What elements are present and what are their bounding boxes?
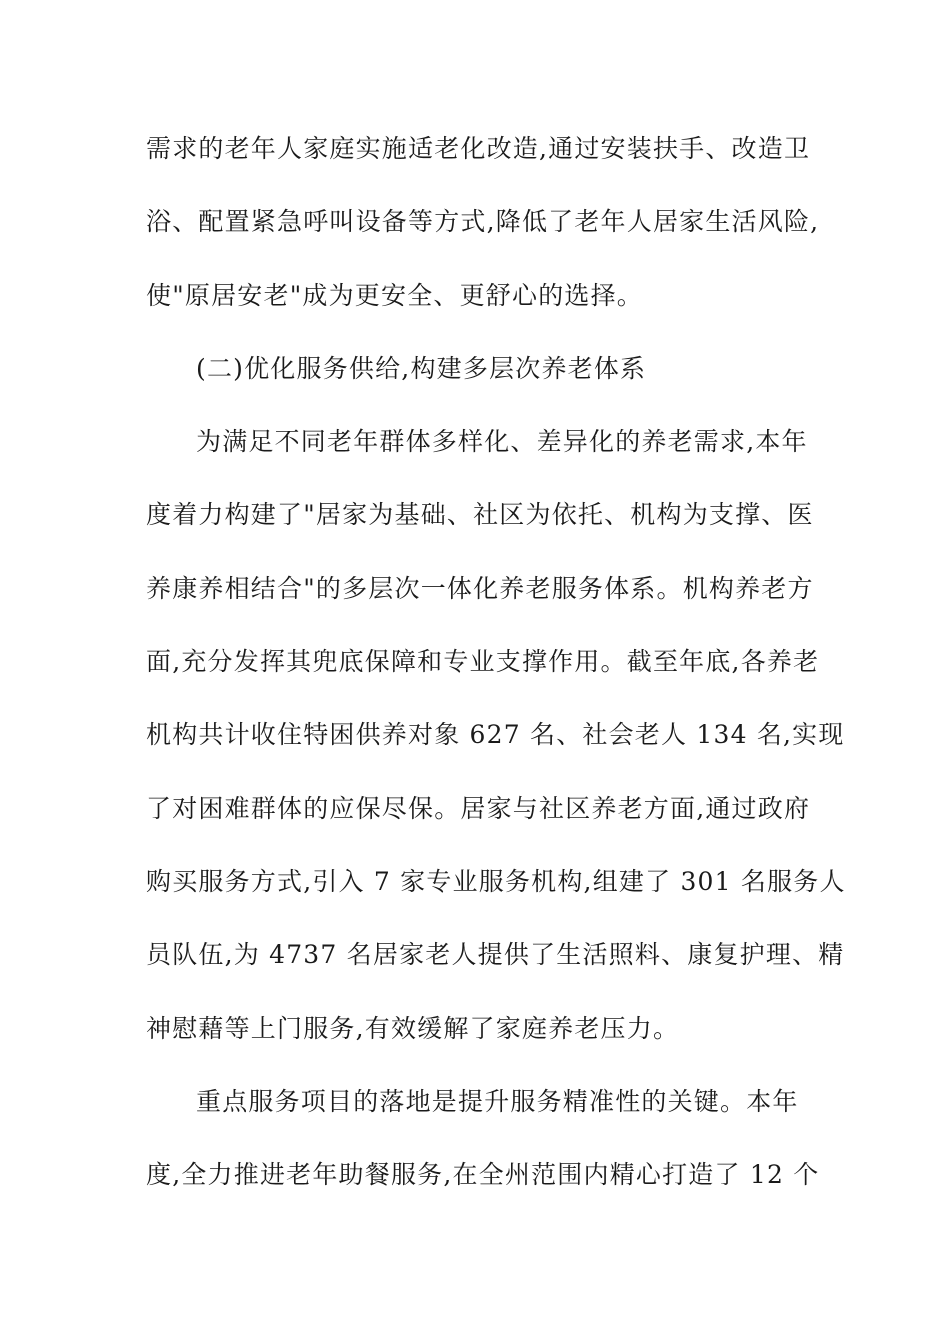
paragraph-line: 度着力构建了"居家为基础、社区为依托、机构为支撑、医: [146, 500, 814, 530]
paragraph-line: 机构共计收住特困供养对象 627 名、社会老人 134 名,实现: [146, 720, 845, 750]
paragraph-line: 重点服务项目的落地是提升服务精准性的关键。本年: [196, 1086, 799, 1116]
section-heading: (二)优化服务供给,构建多层次养老体系: [196, 353, 647, 383]
paragraph-line: 使"原居安老"成为更安全、更舒心的选择。: [146, 280, 643, 310]
paragraph-line: 购买服务方式,引入 7 家专业服务机构,组建了 301 名服务人: [146, 866, 846, 896]
paragraph-line: 需求的老年人家庭实施适老化改造,通过安装扶手、改造卫: [146, 134, 811, 163]
paragraph-line: 度,全力推进老年助餐服务,在全州范围内精心打造了 12 个: [146, 1160, 820, 1190]
paragraph-line: 养康养相结合"的多层次一体化养老服务体系。机构养老方: [146, 573, 814, 603]
paragraph-line: 了对困难群体的应保尽保。居家与社区养老方面,通过政府: [146, 793, 811, 823]
paragraph-line: 神慰藉等上门服务,有效缓解了家庭养老压力。: [146, 1013, 680, 1043]
document-body: [146, 112, 846, 1211]
paragraph-line: 为满足不同老年群体多样化、差异化的养老需求,本年: [196, 427, 808, 457]
paragraph-line: 浴、配置紧急呼叫设备等方式,降低了老年人居家生活风险,: [146, 207, 820, 237]
paragraph-line: 面,充分发挥其兜底保障和专业支撑作用。截至年底,各养老: [146, 647, 820, 677]
paragraph-line: 员队伍,为 4737 名居家老人提供了生活照料、康复护理、精: [146, 940, 845, 970]
